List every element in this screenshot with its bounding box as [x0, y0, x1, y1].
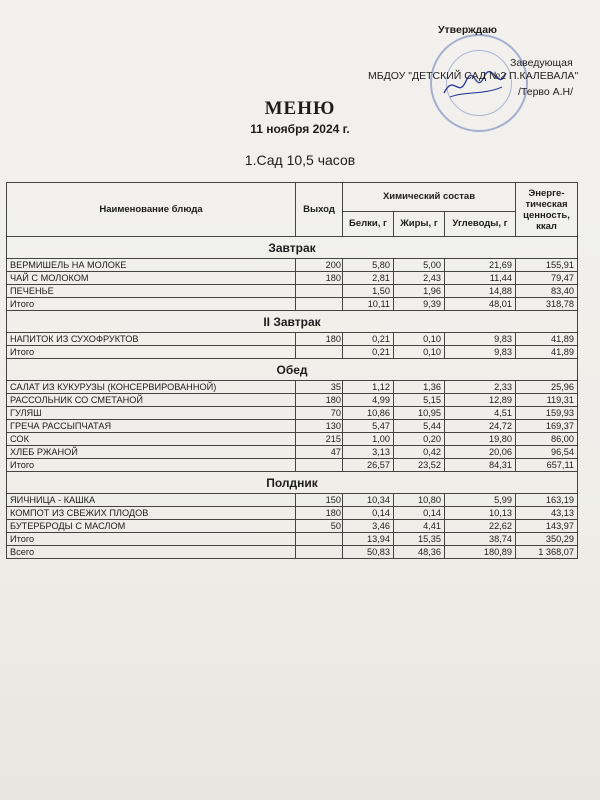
document-title: МЕНЮ [264, 98, 336, 119]
table-row [7, 407, 578, 420]
dish-name: ГРЕЧА РАССЫПЧАТАЯ [7, 420, 296, 433]
approval-title: Утверждаю [438, 24, 498, 36]
protein-value: 5,80 [343, 259, 394, 272]
carbs-value: 21,69 [445, 259, 516, 272]
protein-value: 26,57 [343, 459, 394, 472]
dish-name: Итого [7, 533, 296, 546]
output-value: 47 [296, 446, 343, 459]
carbs-value: 24,72 [445, 420, 516, 433]
carbs-value: 19,80 [445, 433, 516, 446]
protein-value: 0,14 [343, 507, 394, 520]
carbs-value: 84,31 [445, 459, 516, 472]
protein-value: 10,34 [343, 494, 394, 507]
protein-value: 1,50 [343, 285, 394, 298]
carbs-value: 11,44 [445, 272, 516, 285]
protein-value: 0,21 [343, 346, 394, 359]
total-row [7, 533, 578, 546]
fat-value: 48,36 [394, 546, 445, 559]
dish-name: БУТЕРБРОДЫ С МАСЛОМ [7, 520, 296, 533]
table-row [7, 520, 578, 533]
approval-post: Заведующая [510, 57, 573, 69]
total-row [7, 298, 578, 311]
table-row [7, 446, 578, 459]
header-dish: Наименование блюда [7, 183, 296, 237]
carbs-value: 20,06 [445, 446, 516, 459]
menu-table [6, 182, 578, 559]
dish-name: САЛАТ ИЗ КУКУРУЗЫ (КОНСЕРВИРОВАННОЙ) [7, 381, 296, 394]
protein-value: 0,21 [343, 333, 394, 346]
fat-value: 1,36 [394, 381, 445, 394]
output-value: 150 [296, 494, 343, 507]
energy-value: 86,00 [516, 433, 578, 446]
energy-value: 79,47 [516, 272, 578, 285]
table-row [7, 381, 578, 394]
table-row [7, 259, 578, 272]
protein-value: 3,46 [343, 520, 394, 533]
total-row [7, 459, 578, 472]
menu-table-body [7, 237, 578, 559]
carbs-value: 38,74 [445, 533, 516, 546]
fat-value: 0,10 [394, 346, 445, 359]
dish-name: Итого [7, 346, 296, 359]
fat-value: 0,20 [394, 433, 445, 446]
dish-name: Итого [7, 298, 296, 311]
output-value [296, 533, 343, 546]
energy-value: 155,91 [516, 259, 578, 272]
document-date: 11 ноября 2024 г. [250, 122, 350, 136]
dish-name: Всего [7, 546, 296, 559]
fat-value: 10,80 [394, 494, 445, 507]
energy-value: 657,11 [516, 459, 578, 472]
dish-name: ЯИЧНИЦА - КАШКА [7, 494, 296, 507]
output-value: 200 [296, 259, 343, 272]
energy-value: 41,89 [516, 346, 578, 359]
carbs-value: 9,83 [445, 346, 516, 359]
protein-value: 13,94 [343, 533, 394, 546]
energy-value: 169,37 [516, 420, 578, 433]
output-value: 70 [296, 407, 343, 420]
output-value [296, 459, 343, 472]
dish-name: НАПИТОК ИЗ СУХОФРУКТОВ [7, 333, 296, 346]
carbs-value: 9,83 [445, 333, 516, 346]
energy-value: 350,29 [516, 533, 578, 546]
energy-value: 41,89 [516, 333, 578, 346]
fat-value: 5,00 [394, 259, 445, 272]
section-title: Полдник [7, 472, 578, 494]
output-value: 130 [296, 420, 343, 433]
fat-value: 5,15 [394, 394, 445, 407]
protein-value: 1,12 [343, 381, 394, 394]
dish-name: РАССОЛЬНИК СО СМЕТАНОЙ [7, 394, 296, 407]
header-fat: Жиры, г [394, 212, 445, 237]
header-output: Выход [296, 183, 343, 237]
fat-value: 10,95 [394, 407, 445, 420]
dish-name: СОК [7, 433, 296, 446]
output-value [296, 298, 343, 311]
dish-name: Итого [7, 459, 296, 472]
fat-value: 23,52 [394, 459, 445, 472]
carbs-value: 10,13 [445, 507, 516, 520]
energy-value: 318,78 [516, 298, 578, 311]
protein-value: 50,83 [343, 546, 394, 559]
carbs-value: 48,01 [445, 298, 516, 311]
carbs-value: 180,89 [445, 546, 516, 559]
grand-total-row [7, 546, 578, 559]
output-value [296, 546, 343, 559]
carbs-value: 4,51 [445, 407, 516, 420]
header-energy: Энерге-тическая ценность, ккал [516, 183, 578, 237]
dish-name: ГУЛЯШ [7, 407, 296, 420]
protein-value: 3,13 [343, 446, 394, 459]
dish-name: ХЛЕБ РЖАНОЙ [7, 446, 296, 459]
energy-value: 159,93 [516, 407, 578, 420]
fat-value: 9,39 [394, 298, 445, 311]
carbs-value: 22,62 [445, 520, 516, 533]
table-row [7, 433, 578, 446]
carbs-value: 14,88 [445, 285, 516, 298]
carbs-value: 2,33 [445, 381, 516, 394]
document-group: 1.Сад 10,5 часов [244, 152, 356, 168]
output-value: 180 [296, 507, 343, 520]
fat-value: 15,35 [394, 533, 445, 546]
protein-value: 1,00 [343, 433, 394, 446]
protein-value: 2,81 [343, 272, 394, 285]
section-title: II Завтрак [7, 311, 578, 333]
table-row [7, 272, 578, 285]
section-row [7, 359, 578, 381]
dish-name: ПЕЧЕНЬЕ [7, 285, 296, 298]
fat-value: 4,41 [394, 520, 445, 533]
section-row [7, 472, 578, 494]
fat-value: 1,96 [394, 285, 445, 298]
fat-value: 2,43 [394, 272, 445, 285]
table-row [7, 285, 578, 298]
fat-value: 5,44 [394, 420, 445, 433]
energy-value: 1 368,07 [516, 546, 578, 559]
output-value: 35 [296, 381, 343, 394]
section-title: Обед [7, 359, 578, 381]
output-value [296, 346, 343, 359]
carbs-value: 5,99 [445, 494, 516, 507]
table-row [7, 333, 578, 346]
section-row [7, 237, 578, 259]
header-protein: Белки, г [343, 212, 394, 237]
section-row [7, 311, 578, 333]
dish-name: ЧАЙ С МОЛОКОМ [7, 272, 296, 285]
header-carbs: Углеводы, г [445, 212, 516, 237]
dish-name: ВЕРМИШЕЛЬ НА МОЛОКЕ [7, 259, 296, 272]
energy-value: 25,96 [516, 381, 578, 394]
output-value: 215 [296, 433, 343, 446]
fat-value: 0,14 [394, 507, 445, 520]
protein-value: 10,11 [343, 298, 394, 311]
carbs-value: 12,89 [445, 394, 516, 407]
approval-organization: МБДОУ "ДЕТСКИЙ САД №2 П.КАЛЕВАЛА" [368, 70, 579, 82]
table-row [7, 507, 578, 520]
protein-value: 5,47 [343, 420, 394, 433]
protein-value: 10,86 [343, 407, 394, 420]
energy-value: 163,19 [516, 494, 578, 507]
total-row [7, 346, 578, 359]
fat-value: 0,42 [394, 446, 445, 459]
output-value: 180 [296, 333, 343, 346]
energy-value: 43,13 [516, 507, 578, 520]
dish-name: КОМПОТ ИЗ СВЕЖИХ ПЛОДОВ [7, 507, 296, 520]
energy-value: 119,31 [516, 394, 578, 407]
header-chem: Химический состав [343, 183, 516, 212]
protein-value: 4,99 [343, 394, 394, 407]
table-row [7, 394, 578, 407]
energy-value: 96,54 [516, 446, 578, 459]
section-title: Завтрак [7, 237, 578, 259]
table-row [7, 494, 578, 507]
output-value [296, 285, 343, 298]
output-value: 50 [296, 520, 343, 533]
approval-name: /Терво А.Н/ [518, 86, 574, 98]
table-row [7, 420, 578, 433]
output-value: 180 [296, 394, 343, 407]
fat-value: 0,10 [394, 333, 445, 346]
energy-value: 143,97 [516, 520, 578, 533]
energy-value: 83,40 [516, 285, 578, 298]
output-value: 180 [296, 272, 343, 285]
